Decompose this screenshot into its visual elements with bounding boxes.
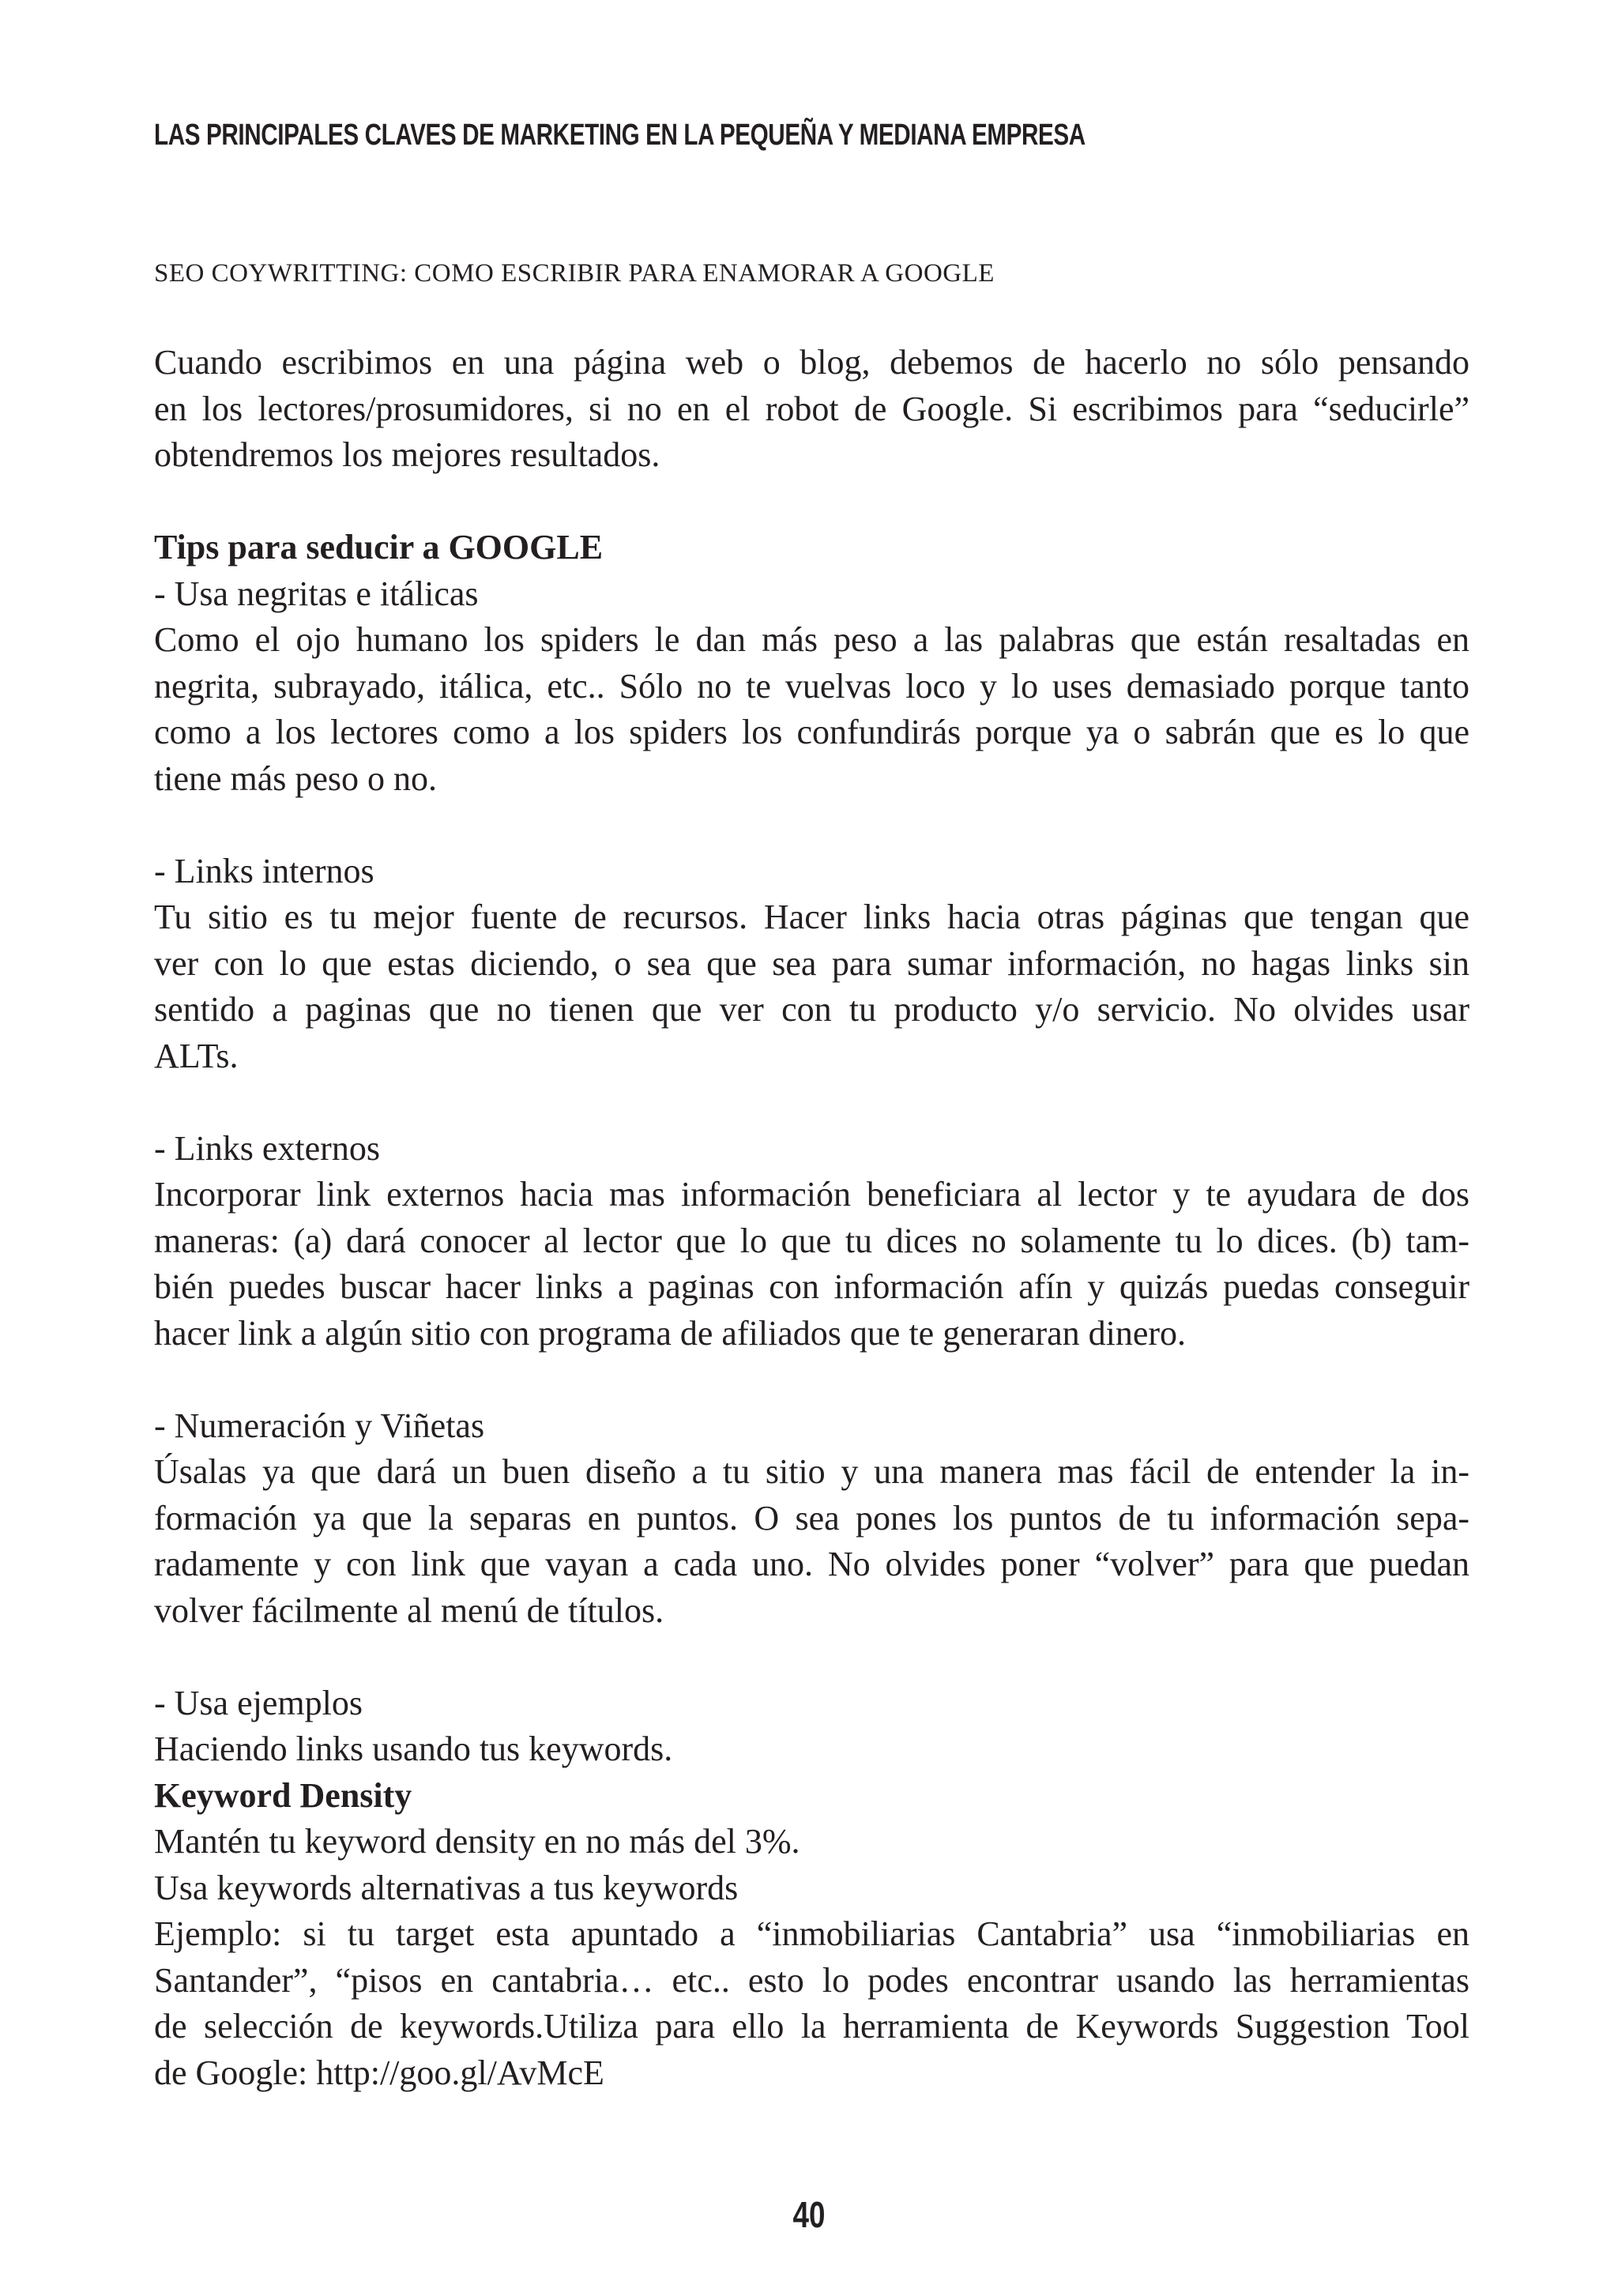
section-heading: SEO COYWRITTING: COMO ESCRIBIR PARA ENAMORAR A GOOGLE: [154, 259, 995, 288]
tip-line: como a los lectores como a los spiders los confundirás porque ya o sabrán que es lo que: [154, 713, 1469, 751]
tip-title-ejemplos: - Usa ejemplos: [154, 1683, 363, 1722]
keyword-line: Mantén tu keyword density en no más del 3%.: [154, 1822, 800, 1861]
tip-line: negrita, subrayado, itálica, etc.. Sólo no te vuelvas loco y lo uses demasiado porque tanto: [154, 666, 1469, 706]
tip-line: volver fácilmente al menú de títulos.: [154, 1590, 664, 1630]
tip-title-links-internos: - Links internos: [154, 851, 374, 890]
tips-heading: Tips para seducir a GOOGLE: [154, 528, 604, 566]
intro-line: obtendremos los mejores resultados.: [154, 435, 660, 474]
paragraph-gap: [154, 1634, 1469, 1681]
tip-title-negritas: - Usa negritas e itálicas: [154, 574, 479, 613]
tip-line: bién puedes buscar hacer links a paginas con información afín y quizás puedas conseguir: [154, 1267, 1469, 1306]
tip-line: ver con lo que estas diciendo, o sea que sea para sumar información, no hagas links sin: [154, 943, 1469, 983]
tip-title-numeracion: - Numeración y Viñetas: [154, 1406, 485, 1445]
keyword-line: de Google: http://goo.gl/AvMcE: [154, 2053, 604, 2092]
page-body: [154, 340, 1469, 2096]
tip-line: Incorporar link externos hacia mas información beneficiara al lector y te ayudara de dos: [154, 1175, 1469, 1214]
intro-line: en los lectores/prosumidores, si no en el robot de Google. Si escribimos para “seducirle”: [154, 389, 1469, 428]
paragraph-gap: [154, 479, 1469, 525]
tip-line: hacer link a algún sitio con programa de afiliados que te generaran dinero.: [154, 1313, 1187, 1353]
running-header: LAS PRINCIPALES CLAVES DE MARKETING EN LA PEQUEÑA Y MEDIANA EMPRESA: [154, 119, 1086, 152]
tip-line: formación ya que la separas en puntos. O sea pones los puntos de tu información sepa-: [154, 1498, 1469, 1538]
tip-line: Tu sitio es tu mejor fuente de recursos. Hacer links hacia otras páginas que tengan que: [154, 898, 1469, 936]
paragraph-gap: [154, 1079, 1469, 1126]
paragraph-gap: [154, 802, 1469, 849]
keyword-line: Santander”, “pisos en cantabria… etc.. esto lo podes encontrar usando las herramientas: [154, 1960, 1469, 2000]
tip-line: Como el ojo humano los spiders le dan más peso a las palabras que están resaltadas en: [154, 620, 1469, 659]
paragraph-gap: [154, 1357, 1469, 1403]
keyword-line: Usa keywords alternativas a tus keywords: [154, 1868, 739, 1907]
tip-line: Úsalas ya que dará un buen diseño a tu sitio y una manera mas fácil de entender la in-: [154, 1452, 1469, 1491]
tip-line: maneras: (a) dará conocer al lector que lo que tu dices no solamente tu lo dices. (b) tam-: [154, 1221, 1469, 1260]
tip-line: tiene más peso o no.: [154, 758, 438, 798]
tip-line: radamente y con link que vayan a cada uno. No olvides poner “volver” para que puedan: [154, 1545, 1469, 1583]
tip-line: ALTs.: [154, 1036, 239, 1075]
page-number: 40: [792, 2194, 826, 2235]
tip-title-links-externos: - Links externos: [154, 1128, 380, 1168]
intro-line: Cuando escribimos en una página web o blog, debemos de hacerlo no sólo pensando: [154, 343, 1469, 382]
tip-line: Haciendo links usando tus keywords.: [154, 1730, 673, 1768]
keyword-line: de selección de keywords.Utiliza para ello la herramienta de Keywords Suggestion Tool: [154, 2007, 1469, 2046]
keyword-line: Ejemplo: si tu target esta apuntado a “inmobiliarias Cantabria” usa “inmobiliarias en: [154, 1914, 1469, 1953]
keyword-density-heading: Keyword Density: [154, 1775, 412, 1815]
tip-line: sentido a paginas que no tienen que ver con tu producto y/o servicio. No olvides usar: [154, 990, 1469, 1029]
